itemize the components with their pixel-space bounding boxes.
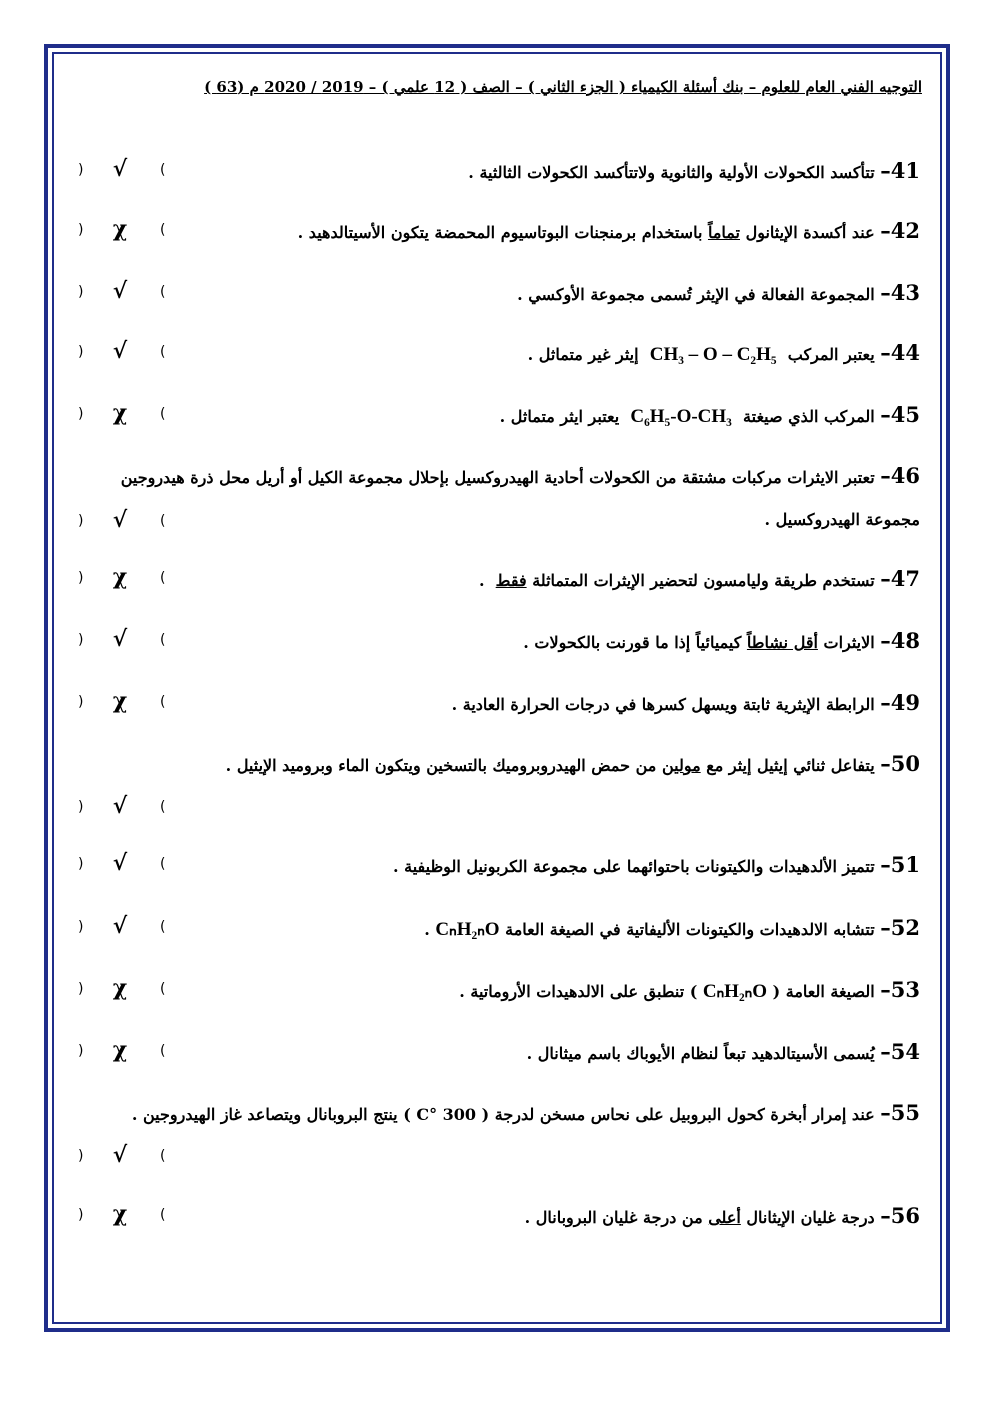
- question-text: 43– المجموعة الفعالة في الإيثر تُسمى مجموعة الأوكسي .: [517, 280, 920, 305]
- answer-open-paren: (: [160, 1207, 166, 1223]
- answer-close-paren: ): [78, 406, 84, 422]
- answer-open-paren: (: [160, 632, 166, 648]
- answer-mark: √: [112, 1142, 128, 1168]
- question-text: 48– الايثرات أقل نشاطاً كيميائياً إذا ما قورنت بالكحولات .: [523, 628, 920, 653]
- answer-mark: √: [112, 156, 128, 182]
- answer-open-paren: (: [160, 1148, 166, 1164]
- answer-close-paren: ): [78, 344, 84, 360]
- answer-close-paren: ): [78, 1043, 84, 1059]
- answer-close-paren: ): [78, 919, 84, 935]
- answer-mark: χ: [112, 564, 128, 590]
- question-text: 56– درجة غليان الإيثانال أعلى من درجة غليان البروبانال .: [524, 1203, 920, 1228]
- answer-close-paren: ): [78, 570, 84, 586]
- answer-close-paren: ): [78, 981, 84, 997]
- answer-mark: √: [112, 626, 128, 652]
- answer-open-paren: (: [160, 799, 166, 815]
- answer-open-paren: (: [160, 406, 166, 422]
- question-text: 41– تتأكسد الكحولات الأولية والثانوية ولاتتأكسد الكحولات الثالثية .: [468, 158, 920, 183]
- answer-close-paren: ): [78, 513, 84, 529]
- question-text: 50– يتفاعل ثنائي إيثيل إيثر مع مولين من حمض الهيدروبروميك بالتسخين ويتكون الماء وبروميد الإيثيل .: [225, 751, 920, 776]
- answer-mark: √: [112, 278, 128, 304]
- answer-close-paren: ): [78, 856, 84, 872]
- answer-close-paren: ): [78, 1207, 84, 1223]
- answer-close-paren: ): [78, 1148, 84, 1164]
- answer-open-paren: (: [160, 919, 166, 935]
- answer-mark: √: [112, 338, 128, 364]
- question-text: 54– يُسمى الأسيتالدهيد تبعاً لنظام الأيوباك باسم ميثانال .: [526, 1039, 920, 1064]
- question-text: 44– يعتبر المركب CH₃ – O – C₂H₅ إيثر غير متماثل .: [527, 340, 920, 365]
- answer-mark: χ: [112, 1201, 128, 1227]
- chemical-formula: CₙH₂ₙO: [435, 919, 500, 940]
- question-text: 51– تتميز الألدهيدات والكيتونات باحتوائهما على مجموعة الكربونيل الوظيفية .: [392, 852, 920, 877]
- answer-close-paren: ): [78, 284, 84, 300]
- answer-open-paren: (: [160, 856, 166, 872]
- answer-mark: √: [112, 793, 128, 819]
- answer-open-paren: (: [160, 513, 166, 529]
- question-text: 45– المركب الذي صيغتة C₆H₅-O-CH₃ يعتبر ايثر متماثل .: [499, 402, 920, 427]
- answer-mark: √: [112, 507, 128, 533]
- question-text: 55– عند إمرار أبخرة كحول البروبيل على نحاس مسخن لدرجة ( 300 °C ) ينتج البروبانال ويتصاعد غاز الهيدروجين .: [131, 1100, 920, 1125]
- question-text: 49– الرابطة الإيثرية ثابتة ويسهل كسرها في درجات الحرارة العادية .: [451, 690, 920, 715]
- question-text: 47– تستخدم طريقة وليامسون لتحضير الإيثرات المتماثلة فقط .: [478, 566, 920, 591]
- chemical-formula: CH₃ – O – C₂H₅: [649, 344, 777, 365]
- question-text: 53– الصيغة العامة ( CₙH₂ₙO ) تنطبق على الالدهيدات الأروماتية .: [459, 977, 920, 1002]
- answer-mark: χ: [112, 688, 128, 714]
- answer-open-paren: (: [160, 1043, 166, 1059]
- answer-open-paren: (: [160, 284, 166, 300]
- page-header: التوجيه الفني العام للعلوم – بنك أسئلة الكيمياء ( الجزء الثاني ) – الصف ( 12 علمي ) – 2019 / 2020 م (63 ): [204, 78, 922, 96]
- chemical-formula: CₙH₂ₙO: [702, 981, 768, 1002]
- answer-close-paren: ): [78, 222, 84, 238]
- answer-close-paren: ): [78, 694, 84, 710]
- answer-open-paren: (: [160, 344, 166, 360]
- answer-mark: √: [112, 913, 128, 939]
- answer-open-paren: (: [160, 694, 166, 710]
- answer-close-paren: ): [78, 799, 84, 815]
- answer-mark: χ: [112, 216, 128, 242]
- answer-mark: χ: [112, 400, 128, 426]
- answer-mark: √: [112, 850, 128, 876]
- answer-mark: χ: [112, 975, 128, 1001]
- answer-open-paren: (: [160, 570, 166, 586]
- answer-mark: χ: [112, 1037, 128, 1063]
- chemical-formula: C₆H₅-O-CH₃: [630, 406, 732, 427]
- question-text: 42– عند أكسدة الإيثانول تماماً باستخدام برمنجنات البوتاسيوم المحمضة يتكون الأسيتالدهيد .: [297, 218, 920, 243]
- answer-close-paren: ): [78, 162, 84, 178]
- question-text: 52– تتشابه الالدهيدات والكيتونات الأليفاتية في الصيغة العامة CₙH₂ₙO .: [424, 915, 920, 940]
- answer-open-paren: (: [160, 162, 166, 178]
- question-text: 46– تعتبر الايثرات مركبات مشتقة من الكحولات أحادية الهيدروكسيل بإحلال مجموعة الكيل أو أريل محل ذرة هيدروجين مجموعة الهيدروكسيل .: [120, 463, 920, 529]
- answer-open-paren: (: [160, 222, 166, 238]
- answer-close-paren: ): [78, 632, 84, 648]
- answer-open-paren: (: [160, 981, 166, 997]
